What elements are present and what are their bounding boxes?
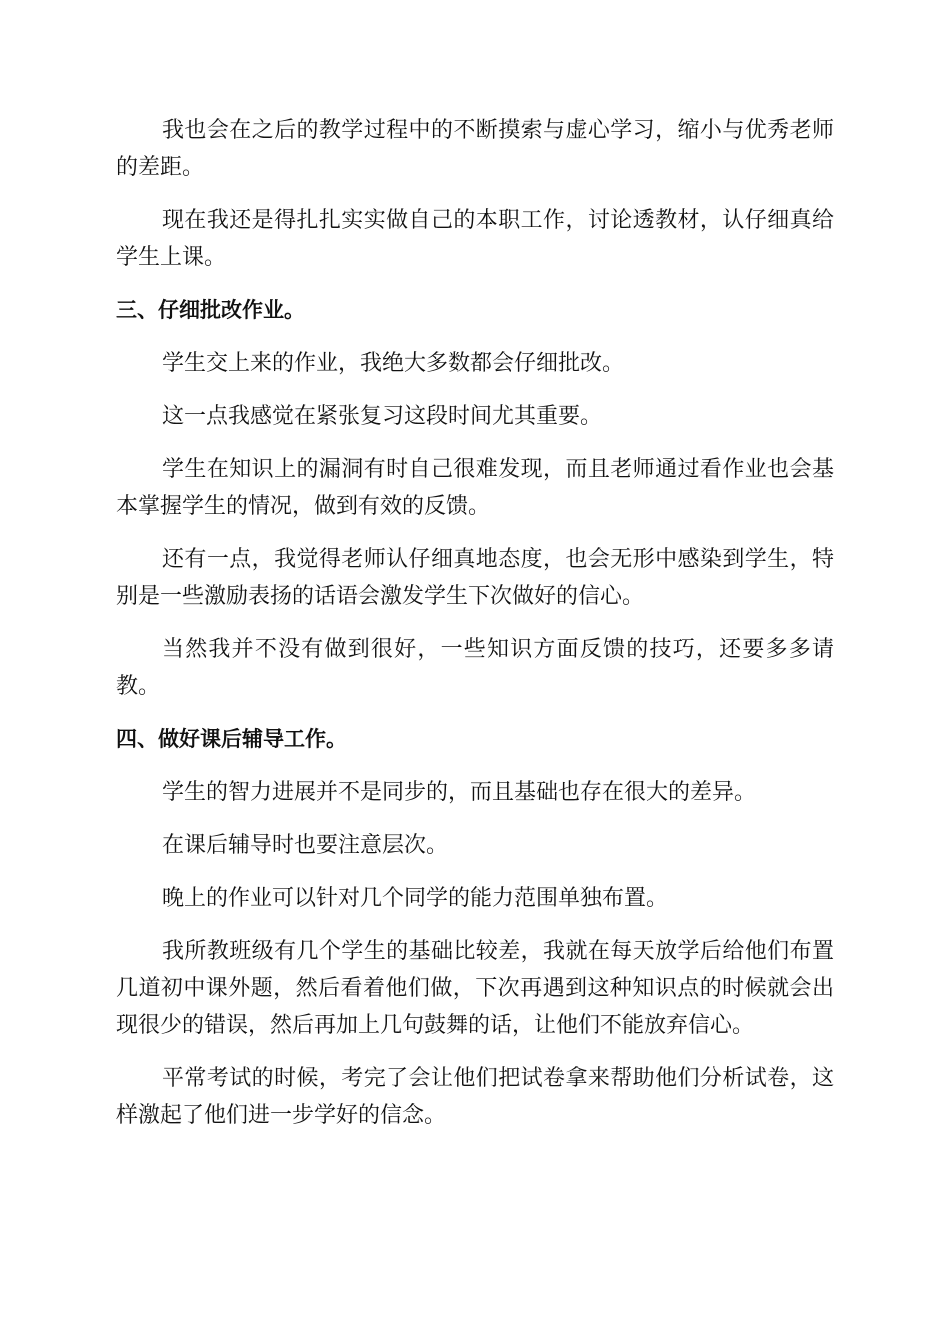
paragraph: 学生在知识上的漏洞有时自己很难发现，而且老师通过看作业也会基本掌握学生的情况，做到有效的反馈。	[116, 457, 834, 519]
paragraph: 当然我并不没有做到很好，一些知识方面反馈的技巧，还要多多请教。	[116, 637, 834, 699]
paragraph: 学生的智力进展并不是同步的，而且基础也存在很大的差异。	[162, 780, 757, 805]
paragraph: 学生交上来的作业，我绝大多数都会仔细批改。	[162, 351, 625, 376]
paragraph: 我所教班级有几个学生的基础比较差，我就在每天放学后给他们布置几道初中课外题，然后看着他们做，下次再遇到这种知识点的时候就会出现很少的错误，然后再加上几句鼓舞的话，让他们不能放弃信心。	[116, 939, 834, 1038]
section-heading: 四、做好课后辅导工作。	[116, 727, 347, 751]
paragraph: 这一点我感觉在紧张复习这段时间尤其重要。	[162, 404, 603, 429]
paragraph: 平常考试的时候，考完了会让他们把试卷拿来帮助他们分析试卷，这样激起了他们进一步学好的信念。	[116, 1066, 834, 1128]
paragraph: 晚上的作业可以针对几个同学的能力范围单独布置。	[162, 886, 669, 911]
document-body	[116, 112, 834, 1150]
paragraph: 还有一点，我觉得老师认仔细真地态度，也会无形中感染到学生，特别是一些激励表扬的话语会激发学生下次做好的信心。	[116, 547, 834, 609]
paragraph: 我也会在之后的教学过程中的不断摸索与虚心学习，缩小与优秀老师的差距。	[116, 118, 834, 180]
paragraph: 在课后辅导时也要注意层次。	[162, 833, 449, 858]
paragraph: 现在我还是得扎扎实实做自己的本职工作，讨论透教材，认仔细真给学生上课。	[116, 208, 834, 270]
section-heading: 三、仔细批改作业。	[116, 298, 305, 322]
